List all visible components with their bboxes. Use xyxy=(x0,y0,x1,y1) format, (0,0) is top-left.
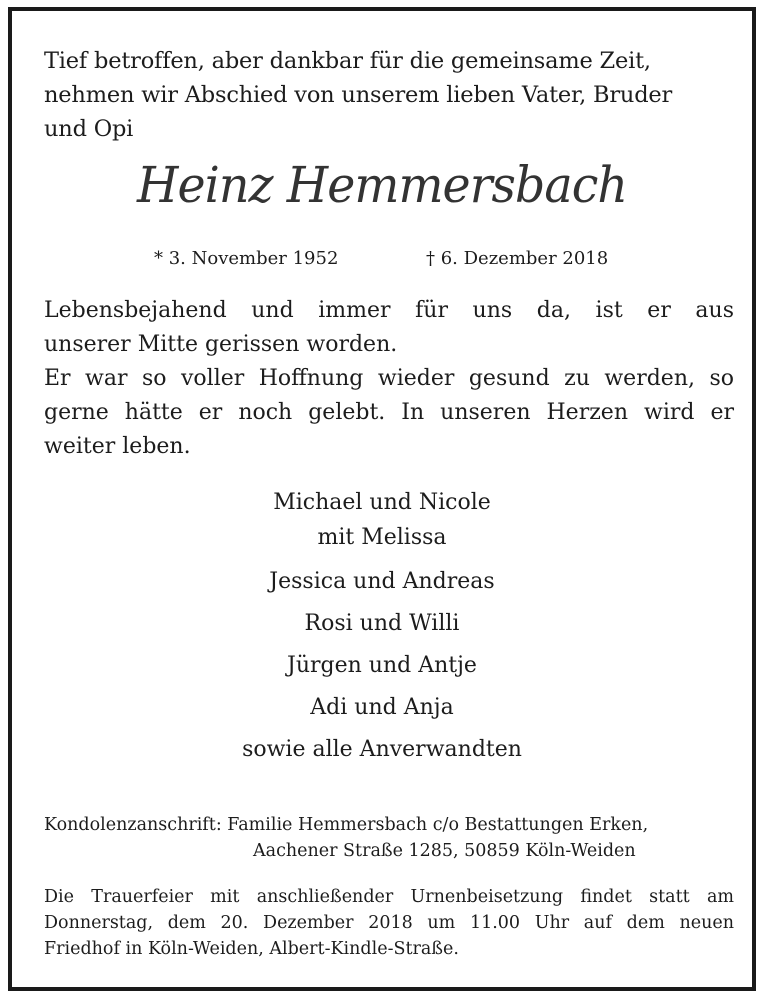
service-line-1: Die Trauerfeier mit anschließender Urnenbeisetzung findet statt am xyxy=(44,887,734,907)
death-date: † 6. Dezember 2018 xyxy=(426,248,609,269)
deceased-name: Heinz Hemmersbach xyxy=(136,156,628,214)
mourner-4: Jürgen und Antje xyxy=(287,653,477,678)
condolence-line-2: Aachener Straße 1285, 50859 Köln-Weiden xyxy=(253,841,636,861)
mourner-3: Rosi und Willi xyxy=(304,611,460,636)
tribute-line-5: weiter leben. xyxy=(44,434,191,459)
condolence-line-1: Kondolenzanschrift: Familie Hemmersbach c/o Bestattungen Erken, xyxy=(44,815,649,835)
tribute-line-1: Lebensbejahend und immer für uns da, ist er aus xyxy=(44,298,734,323)
service-line-2: Donnerstag, dem 20. Dezember 2018 um 11.00 Uhr auf dem neuen xyxy=(44,913,734,933)
mourner-1-sub: mit Melissa xyxy=(317,525,447,550)
birth-date: * 3. November 1952 xyxy=(154,248,339,269)
mourner-1: Michael und Nicole xyxy=(273,490,491,515)
mourner-6: sowie alle Anverwandten xyxy=(242,737,522,762)
tribute-line-4: gerne hätte er noch gelebt. In unseren Herzen wird er xyxy=(44,400,734,425)
service-line-3: Friedhof in Köln-Weiden, Albert-Kindle-Straße. xyxy=(44,939,459,959)
intro-line-1: Tief betroffen, aber dankbar für die gemeinsame Zeit, xyxy=(44,48,651,74)
tribute-line-3: Er war so voller Hoffnung wieder gesund zu werden, so xyxy=(44,366,734,391)
mourner-5: Adi und Anja xyxy=(310,695,454,720)
intro-line-2: nehmen wir Abschied von unserem lieben Vater, Bruder xyxy=(44,82,673,108)
intro-line-3: und Opi xyxy=(44,116,134,142)
tribute-line-2: unserer Mitte gerissen worden. xyxy=(44,332,398,357)
mourner-2: Jessica und Andreas xyxy=(269,569,495,594)
obituary-notice xyxy=(8,7,756,991)
